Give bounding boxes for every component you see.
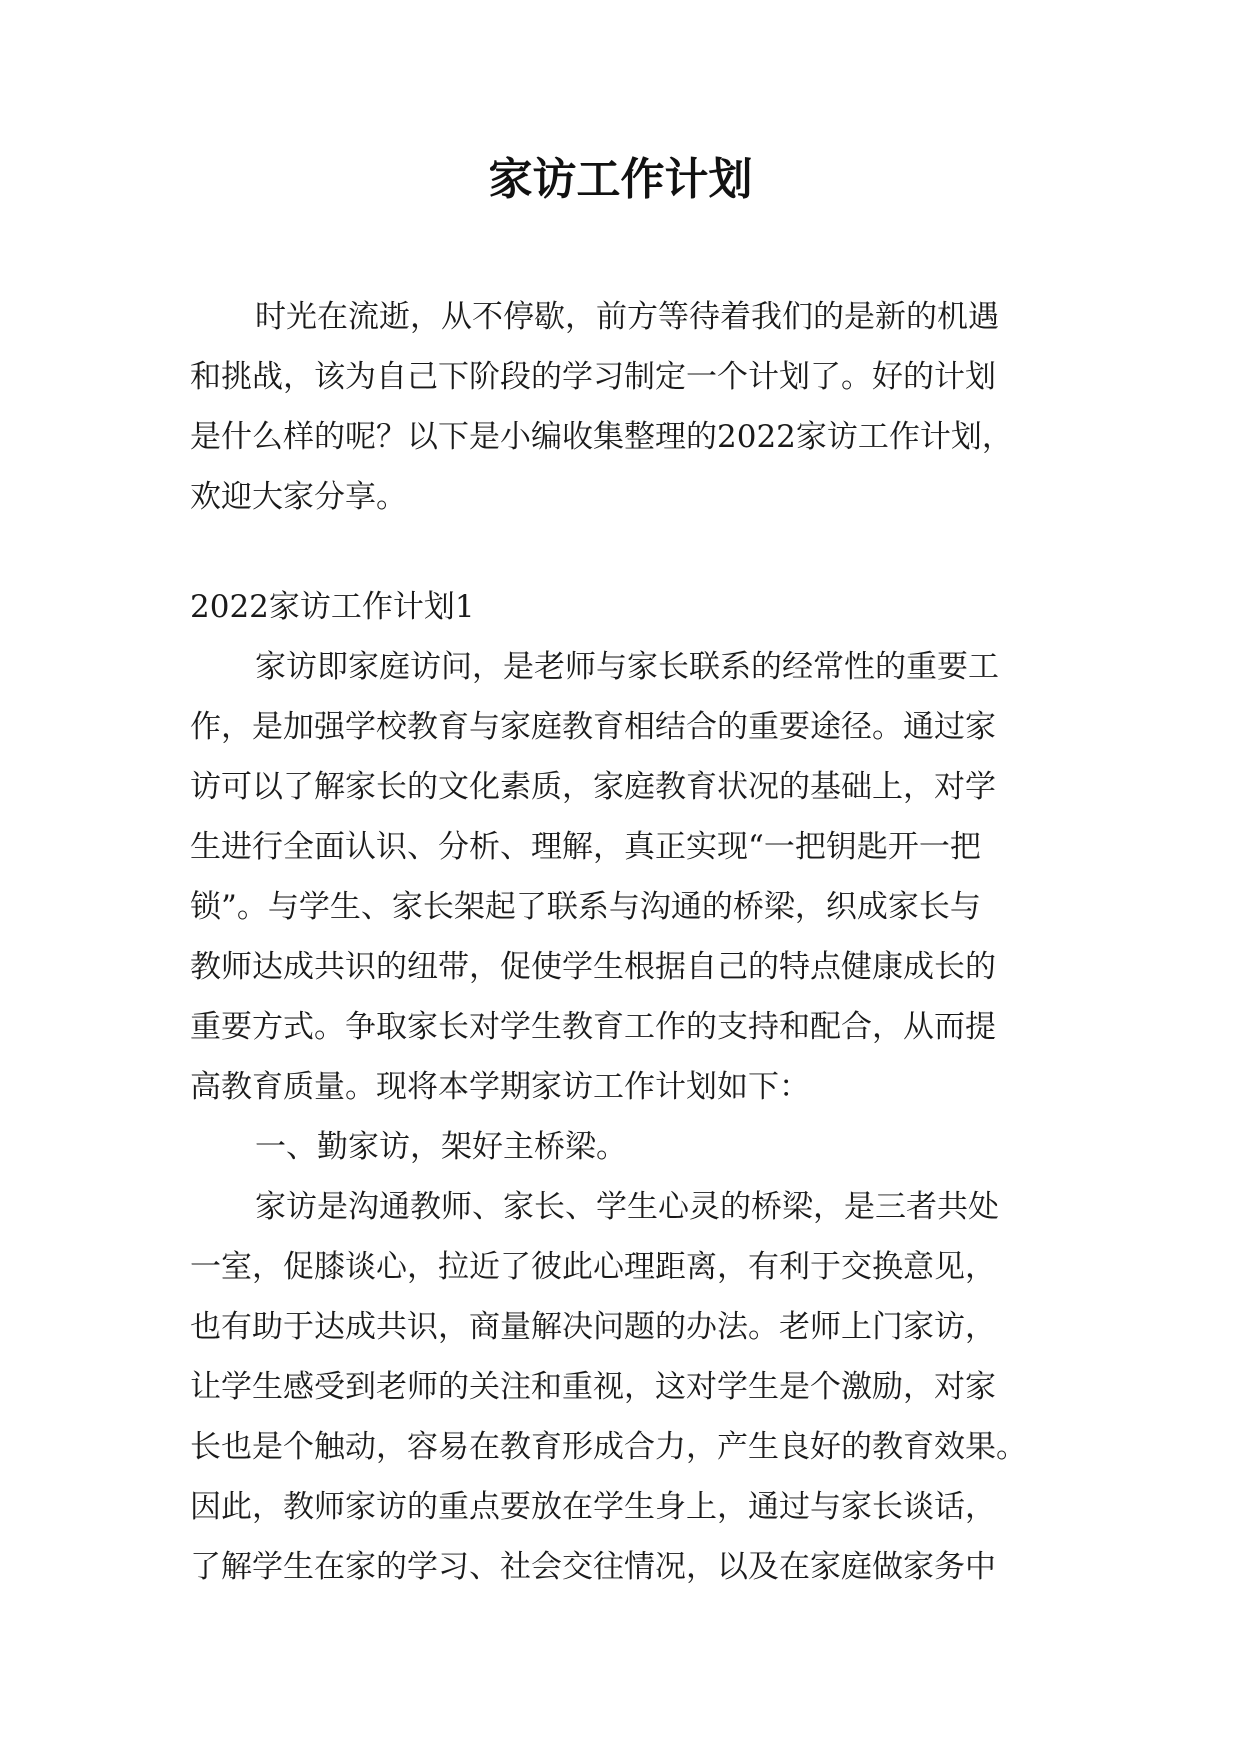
body-line: 家访是沟通教师、家长、学生心灵的桥梁，是三者共处 bbox=[255, 1189, 999, 1225]
intro-line-2: 和挑战，该为自己下阶段的学习制定一个计划了。好的计划 bbox=[190, 359, 996, 395]
body-line: 让学生感受到老师的关注和重视，这对学生是个激励，对家 bbox=[190, 1369, 996, 1405]
body-line: 家访即家庭访问，是老师与家长联系的经常性的重要工 bbox=[255, 649, 999, 685]
intro-line-3: 是什么样的呢？以下是小编收集整理的2022家访工作计划， bbox=[190, 419, 1013, 455]
body-line: 作，是加强学校教育与家庭教育相结合的重要途径。通过家 bbox=[190, 709, 996, 745]
body-line: 高教育质量。现将本学期家访工作计划如下： bbox=[190, 1069, 810, 1105]
body-line: 教师达成共识的纽带，促使学生根据自己的特点健康成长的 bbox=[190, 949, 996, 985]
document-title: 家访工作计划 bbox=[488, 154, 753, 205]
body-line: 也有助于达成共识，商量解决问题的办法。老师上门家访， bbox=[190, 1309, 996, 1345]
subheading-line: 一、勤家访，架好主桥梁。 bbox=[255, 1129, 627, 1165]
body-line: 访可以了解家长的文化素质，家庭教育状况的基础上，对学 bbox=[190, 769, 996, 805]
body-line: 因此，教师家访的重点要放在学生身上，通过与家长谈话， bbox=[190, 1489, 996, 1525]
body-line: 长也是个触动，容易在教育形成合力，产生良好的教育效果。 bbox=[190, 1429, 1027, 1465]
body-line: 锁”。与学生、家长架起了联系与沟通的桥梁，织成家长与 bbox=[190, 889, 981, 925]
body-line: 重要方式。争取家长对学生教育工作的支持和配合，从而提 bbox=[190, 1009, 996, 1045]
intro-line-1: 时光在流逝，从不停歇，前方等待着我们的是新的机遇 bbox=[255, 299, 999, 335]
intro-line-4: 欢迎大家分享。 bbox=[190, 479, 407, 515]
section-heading: 2022家访工作计划1 bbox=[190, 589, 475, 625]
body-line: 一室，促膝谈心，拉近了彼此心理距离，有利于交换意见， bbox=[190, 1249, 996, 1285]
body-line: 生进行全面认识、分析、理解，真正实现“一把钥匙开一把 bbox=[190, 829, 981, 865]
body-line: 了解学生在家的学习、社会交往情况，以及在家庭做家务中 bbox=[190, 1549, 996, 1585]
